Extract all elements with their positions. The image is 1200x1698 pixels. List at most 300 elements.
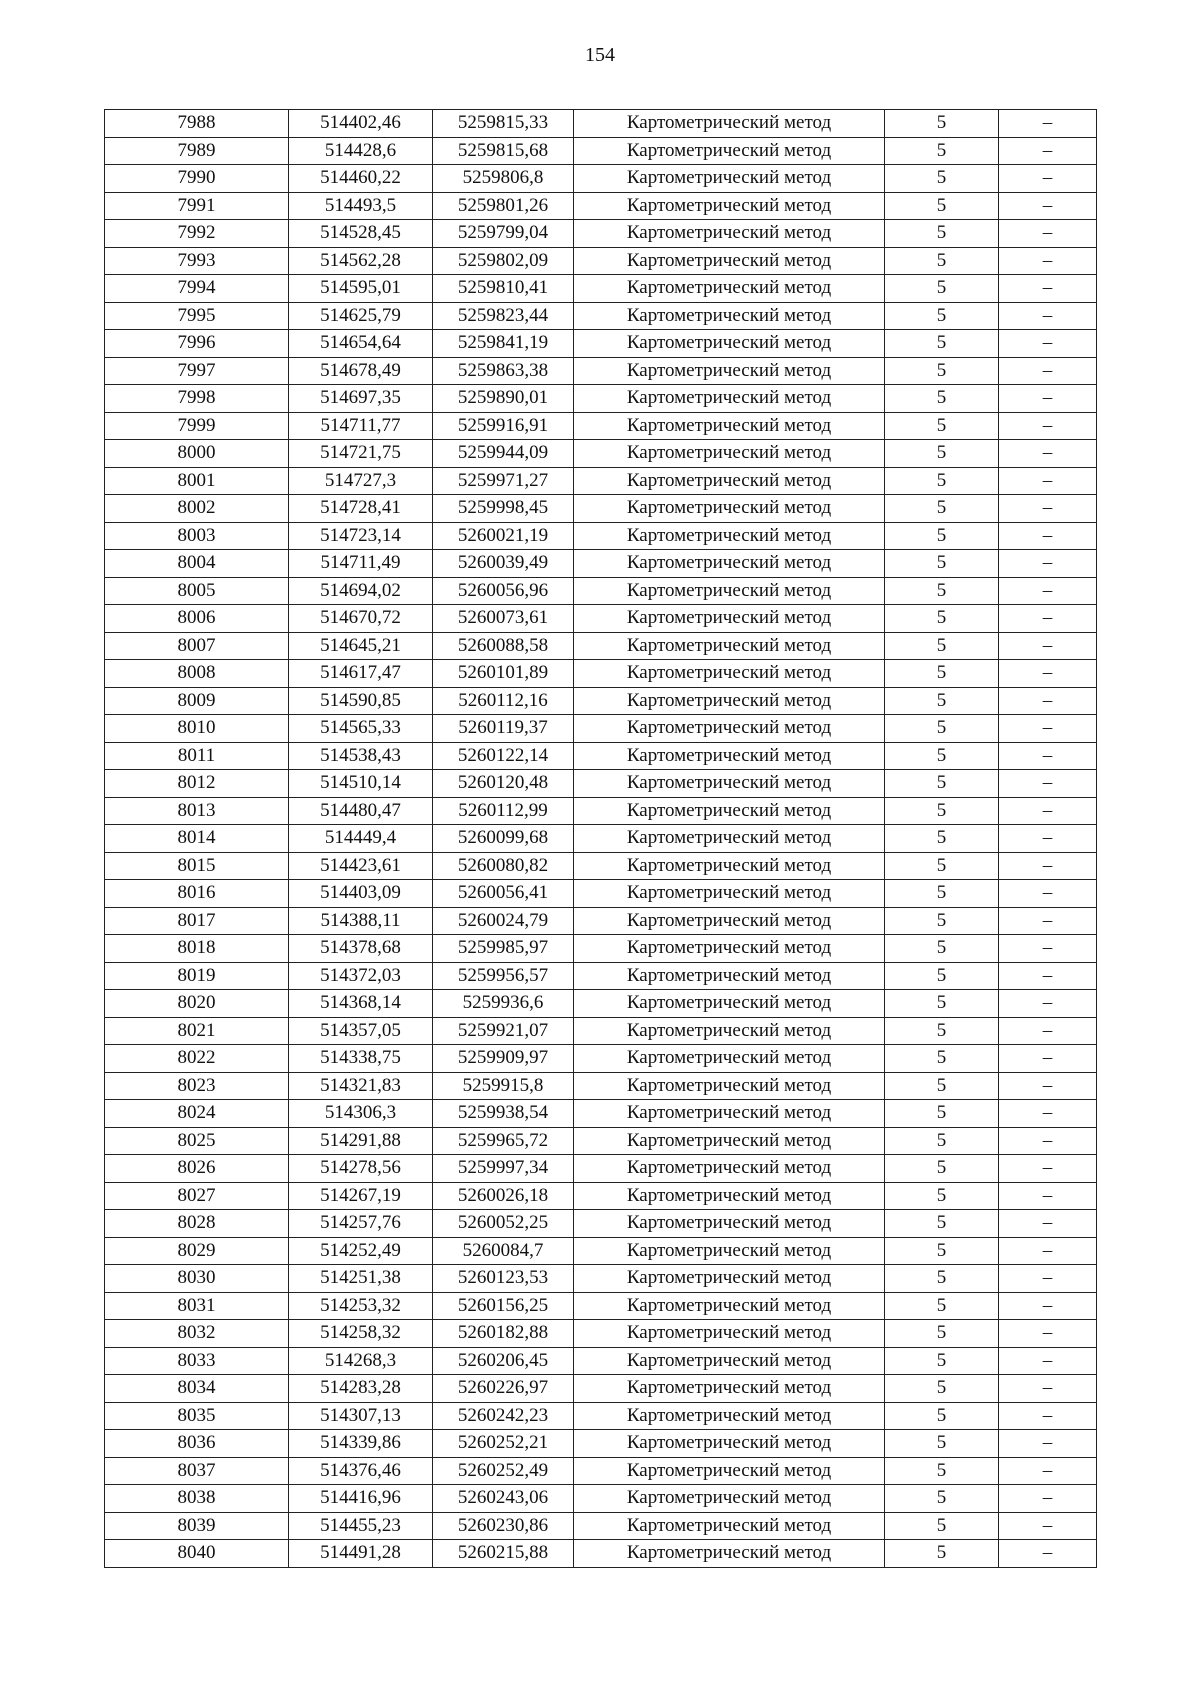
point-number-cell: 8009: [105, 687, 289, 715]
x-coordinate-cell: 514590,85: [289, 687, 433, 715]
point-number-cell: 8011: [105, 742, 289, 770]
accuracy-cell: 5: [885, 440, 999, 468]
accuracy-cell: 5: [885, 1237, 999, 1265]
x-coordinate-cell: 514654,64: [289, 330, 433, 358]
x-coordinate-cell: 514376,46: [289, 1457, 433, 1485]
table-row: [105, 715, 1097, 743]
x-coordinate-cell: 514625,79: [289, 302, 433, 330]
point-number-cell: 8010: [105, 715, 289, 743]
x-coordinate-cell: 514493,5: [289, 192, 433, 220]
table-row: [105, 110, 1097, 138]
point-number-cell: 7989: [105, 137, 289, 165]
y-coordinate-cell: 5260052,25: [433, 1210, 574, 1238]
method-cell: Картометрический метод: [574, 1457, 885, 1485]
method-cell: Картометрический метод: [574, 742, 885, 770]
y-coordinate-cell: 5260119,37: [433, 715, 574, 743]
y-coordinate-cell: 5259921,07: [433, 1017, 574, 1045]
point-number-cell: 8008: [105, 660, 289, 688]
point-number-cell: 8033: [105, 1347, 289, 1375]
note-cell: –: [999, 467, 1097, 495]
table-row: [105, 275, 1097, 303]
y-coordinate-cell: 5259802,09: [433, 247, 574, 275]
accuracy-cell: 5: [885, 852, 999, 880]
table-row: [105, 577, 1097, 605]
x-coordinate-cell: 514480,47: [289, 797, 433, 825]
x-coordinate-cell: 514455,23: [289, 1512, 433, 1540]
x-coordinate-cell: 514378,68: [289, 935, 433, 963]
table-row: [105, 412, 1097, 440]
y-coordinate-cell: 5259806,8: [433, 165, 574, 193]
note-cell: –: [999, 275, 1097, 303]
point-number-cell: 8039: [105, 1512, 289, 1540]
table-row: [105, 1100, 1097, 1128]
x-coordinate-cell: 514416,96: [289, 1485, 433, 1513]
y-coordinate-cell: 5259799,04: [433, 220, 574, 248]
point-number-cell: 8017: [105, 907, 289, 935]
y-coordinate-cell: 5260101,89: [433, 660, 574, 688]
note-cell: –: [999, 1072, 1097, 1100]
y-coordinate-cell: 5259915,8: [433, 1072, 574, 1100]
y-coordinate-cell: 5259938,54: [433, 1100, 574, 1128]
x-coordinate-cell: 514252,49: [289, 1237, 433, 1265]
y-coordinate-cell: 5259810,41: [433, 275, 574, 303]
method-cell: Картометрический метод: [574, 110, 885, 138]
note-cell: –: [999, 880, 1097, 908]
point-number-cell: 8012: [105, 770, 289, 798]
note-cell: –: [999, 1320, 1097, 1348]
accuracy-cell: 5: [885, 192, 999, 220]
accuracy-cell: 5: [885, 1127, 999, 1155]
method-cell: Картометрический метод: [574, 1017, 885, 1045]
accuracy-cell: 5: [885, 1485, 999, 1513]
accuracy-cell: 5: [885, 1155, 999, 1183]
table-row: [105, 1292, 1097, 1320]
x-coordinate-cell: 514372,03: [289, 962, 433, 990]
table-row: [105, 1540, 1097, 1568]
table-row: [105, 165, 1097, 193]
accuracy-cell: 5: [885, 1375, 999, 1403]
method-cell: Картометрический метод: [574, 1512, 885, 1540]
x-coordinate-cell: 514283,28: [289, 1375, 433, 1403]
y-coordinate-cell: 5260226,97: [433, 1375, 574, 1403]
accuracy-cell: 5: [885, 330, 999, 358]
y-coordinate-cell: 5260056,41: [433, 880, 574, 908]
note-cell: –: [999, 1430, 1097, 1458]
note-cell: –: [999, 1540, 1097, 1568]
table-row: [105, 220, 1097, 248]
method-cell: Картометрический метод: [574, 1375, 885, 1403]
x-coordinate-cell: 514617,47: [289, 660, 433, 688]
point-number-cell: 8015: [105, 852, 289, 880]
accuracy-cell: 5: [885, 385, 999, 413]
method-cell: Картометрический метод: [574, 1100, 885, 1128]
method-cell: Картометрический метод: [574, 412, 885, 440]
method-cell: Картометрический метод: [574, 660, 885, 688]
y-coordinate-cell: 5260252,21: [433, 1430, 574, 1458]
note-cell: –: [999, 770, 1097, 798]
x-coordinate-cell: 514258,32: [289, 1320, 433, 1348]
point-number-cell: 8013: [105, 797, 289, 825]
method-cell: Картометрический метод: [574, 770, 885, 798]
x-coordinate-cell: 514306,3: [289, 1100, 433, 1128]
x-coordinate-cell: 514307,13: [289, 1402, 433, 1430]
accuracy-cell: 5: [885, 962, 999, 990]
table-row: [105, 742, 1097, 770]
y-coordinate-cell: 5259997,34: [433, 1155, 574, 1183]
accuracy-cell: 5: [885, 1512, 999, 1540]
method-cell: Картометрический метод: [574, 495, 885, 523]
x-coordinate-cell: 514491,28: [289, 1540, 433, 1568]
method-cell: Картометрический метод: [574, 990, 885, 1018]
table-row: [105, 1375, 1097, 1403]
note-cell: –: [999, 632, 1097, 660]
x-coordinate-cell: 514291,88: [289, 1127, 433, 1155]
x-coordinate-cell: 514711,77: [289, 412, 433, 440]
method-cell: Картометрический метод: [574, 1292, 885, 1320]
method-cell: Картометрический метод: [574, 797, 885, 825]
table-row: [105, 825, 1097, 853]
note-cell: –: [999, 1182, 1097, 1210]
accuracy-cell: 5: [885, 412, 999, 440]
method-cell: Картометрический метод: [574, 550, 885, 578]
table-row: [105, 880, 1097, 908]
x-coordinate-cell: 514595,01: [289, 275, 433, 303]
accuracy-cell: 5: [885, 165, 999, 193]
table-row: [105, 990, 1097, 1018]
note-cell: –: [999, 1155, 1097, 1183]
accuracy-cell: 5: [885, 1265, 999, 1293]
method-cell: Картометрический метод: [574, 1430, 885, 1458]
point-number-cell: 7988: [105, 110, 289, 138]
accuracy-cell: 5: [885, 1210, 999, 1238]
accuracy-cell: 5: [885, 770, 999, 798]
note-cell: –: [999, 1237, 1097, 1265]
note-cell: –: [999, 330, 1097, 358]
accuracy-cell: 5: [885, 1402, 999, 1430]
note-cell: –: [999, 165, 1097, 193]
table-row: [105, 1072, 1097, 1100]
table-row: [105, 385, 1097, 413]
accuracy-cell: 5: [885, 660, 999, 688]
x-coordinate-cell: 514721,75: [289, 440, 433, 468]
y-coordinate-cell: 5259841,19: [433, 330, 574, 358]
table-row: [105, 907, 1097, 935]
table-row: [105, 962, 1097, 990]
table-row: [105, 1485, 1097, 1513]
point-number-cell: 8019: [105, 962, 289, 990]
table-row: [105, 1155, 1097, 1183]
table-row: [105, 660, 1097, 688]
table-row: [105, 605, 1097, 633]
accuracy-cell: 5: [885, 357, 999, 385]
table-row: [105, 1265, 1097, 1293]
table-row: [105, 1457, 1097, 1485]
note-cell: –: [999, 495, 1097, 523]
table-row: [105, 1347, 1097, 1375]
method-cell: Картометрический метод: [574, 275, 885, 303]
y-coordinate-cell: 5260206,45: [433, 1347, 574, 1375]
table-row: [105, 1210, 1097, 1238]
table-row: [105, 935, 1097, 963]
table-row: [105, 467, 1097, 495]
table-row: [105, 550, 1097, 578]
accuracy-cell: 5: [885, 247, 999, 275]
note-cell: –: [999, 522, 1097, 550]
x-coordinate-cell: 514251,38: [289, 1265, 433, 1293]
method-cell: Картометрический метод: [574, 1320, 885, 1348]
x-coordinate-cell: 514538,43: [289, 742, 433, 770]
method-cell: Картометрический метод: [574, 1540, 885, 1568]
note-cell: –: [999, 1045, 1097, 1073]
x-coordinate-cell: 514670,72: [289, 605, 433, 633]
accuracy-cell: 5: [885, 110, 999, 138]
method-cell: Картометрический метод: [574, 962, 885, 990]
x-coordinate-cell: 514528,45: [289, 220, 433, 248]
accuracy-cell: 5: [885, 220, 999, 248]
note-cell: –: [999, 660, 1097, 688]
accuracy-cell: 5: [885, 825, 999, 853]
point-number-cell: 8000: [105, 440, 289, 468]
point-number-cell: 7995: [105, 302, 289, 330]
note-cell: –: [999, 797, 1097, 825]
note-cell: –: [999, 687, 1097, 715]
method-cell: Картометрический метод: [574, 385, 885, 413]
point-number-cell: 8001: [105, 467, 289, 495]
point-number-cell: 8032: [105, 1320, 289, 1348]
coordinates-table: [104, 109, 1097, 1568]
note-cell: –: [999, 907, 1097, 935]
accuracy-cell: 5: [885, 137, 999, 165]
accuracy-cell: 5: [885, 1182, 999, 1210]
y-coordinate-cell: 5259965,72: [433, 1127, 574, 1155]
table-row: [105, 1017, 1097, 1045]
y-coordinate-cell: 5259916,91: [433, 412, 574, 440]
method-cell: Картометрический метод: [574, 165, 885, 193]
note-cell: –: [999, 1375, 1097, 1403]
method-cell: Картометрический метод: [574, 577, 885, 605]
y-coordinate-cell: 5260112,16: [433, 687, 574, 715]
method-cell: Картометрический метод: [574, 1072, 885, 1100]
accuracy-cell: 5: [885, 1292, 999, 1320]
method-cell: Картометрический метод: [574, 852, 885, 880]
table-row: [105, 1182, 1097, 1210]
table-row: [105, 522, 1097, 550]
y-coordinate-cell: 5260243,06: [433, 1485, 574, 1513]
point-number-cell: 8034: [105, 1375, 289, 1403]
accuracy-cell: 5: [885, 1072, 999, 1100]
table-row: [105, 632, 1097, 660]
accuracy-cell: 5: [885, 907, 999, 935]
x-coordinate-cell: 514402,46: [289, 110, 433, 138]
method-cell: Картометрический метод: [574, 1402, 885, 1430]
accuracy-cell: 5: [885, 577, 999, 605]
note-cell: –: [999, 385, 1097, 413]
method-cell: Картометрический метод: [574, 192, 885, 220]
note-cell: –: [999, 1292, 1097, 1320]
accuracy-cell: 5: [885, 550, 999, 578]
note-cell: –: [999, 1127, 1097, 1155]
point-number-cell: 8028: [105, 1210, 289, 1238]
table-row: [105, 440, 1097, 468]
table-row: [105, 357, 1097, 385]
method-cell: Картометрический метод: [574, 605, 885, 633]
x-coordinate-cell: 514428,6: [289, 137, 433, 165]
note-cell: –: [999, 550, 1097, 578]
method-cell: Картометрический метод: [574, 880, 885, 908]
table-row: [105, 797, 1097, 825]
y-coordinate-cell: 5260084,7: [433, 1237, 574, 1265]
note-cell: –: [999, 605, 1097, 633]
y-coordinate-cell: 5259936,6: [433, 990, 574, 1018]
page-number: 154: [585, 44, 615, 66]
method-cell: Картометрический метод: [574, 302, 885, 330]
y-coordinate-cell: 5260112,99: [433, 797, 574, 825]
note-cell: –: [999, 962, 1097, 990]
accuracy-cell: 5: [885, 1100, 999, 1128]
note-cell: –: [999, 1017, 1097, 1045]
y-coordinate-cell: 5260024,79: [433, 907, 574, 935]
point-number-cell: 7991: [105, 192, 289, 220]
y-coordinate-cell: 5259890,01: [433, 385, 574, 413]
x-coordinate-cell: 514423,61: [289, 852, 433, 880]
y-coordinate-cell: 5260242,23: [433, 1402, 574, 1430]
table-row: [105, 247, 1097, 275]
accuracy-cell: 5: [885, 687, 999, 715]
table-row: [105, 1237, 1097, 1265]
point-number-cell: 8036: [105, 1430, 289, 1458]
y-coordinate-cell: 5260120,48: [433, 770, 574, 798]
note-cell: –: [999, 1485, 1097, 1513]
table-row: [105, 192, 1097, 220]
method-cell: Картометрический метод: [574, 137, 885, 165]
y-coordinate-cell: 5259823,44: [433, 302, 574, 330]
table-row: [105, 1320, 1097, 1348]
x-coordinate-cell: 514253,32: [289, 1292, 433, 1320]
note-cell: –: [999, 1402, 1097, 1430]
y-coordinate-cell: 5260230,86: [433, 1512, 574, 1540]
point-number-cell: 7997: [105, 357, 289, 385]
table-row: [105, 330, 1097, 358]
point-number-cell: 7990: [105, 165, 289, 193]
y-coordinate-cell: 5260182,88: [433, 1320, 574, 1348]
method-cell: Картометрический метод: [574, 935, 885, 963]
y-coordinate-cell: 5259863,38: [433, 357, 574, 385]
point-number-cell: 7998: [105, 385, 289, 413]
accuracy-cell: 5: [885, 467, 999, 495]
x-coordinate-cell: 514338,75: [289, 1045, 433, 1073]
method-cell: Картометрический метод: [574, 330, 885, 358]
point-number-cell: 8007: [105, 632, 289, 660]
x-coordinate-cell: 514510,14: [289, 770, 433, 798]
point-number-cell: 7994: [105, 275, 289, 303]
point-number-cell: 8030: [105, 1265, 289, 1293]
table-row: [105, 1127, 1097, 1155]
accuracy-cell: 5: [885, 742, 999, 770]
x-coordinate-cell: 514727,3: [289, 467, 433, 495]
x-coordinate-cell: 514321,83: [289, 1072, 433, 1100]
table-row: [105, 687, 1097, 715]
method-cell: Картометрический метод: [574, 825, 885, 853]
table-row: [105, 1402, 1097, 1430]
x-coordinate-cell: 514388,11: [289, 907, 433, 935]
method-cell: Картометрический метод: [574, 1045, 885, 1073]
x-coordinate-cell: 514697,35: [289, 385, 433, 413]
x-coordinate-cell: 514645,21: [289, 632, 433, 660]
point-number-cell: 8025: [105, 1127, 289, 1155]
y-coordinate-cell: 5259815,68: [433, 137, 574, 165]
method-cell: Картометрический метод: [574, 522, 885, 550]
y-coordinate-cell: 5260026,18: [433, 1182, 574, 1210]
y-coordinate-cell: 5260039,49: [433, 550, 574, 578]
note-cell: –: [999, 742, 1097, 770]
y-coordinate-cell: 5260156,25: [433, 1292, 574, 1320]
x-coordinate-cell: 514278,56: [289, 1155, 433, 1183]
table-row: [105, 1045, 1097, 1073]
table-body: [105, 110, 1097, 1568]
y-coordinate-cell: 5259801,26: [433, 192, 574, 220]
note-cell: –: [999, 412, 1097, 440]
y-coordinate-cell: 5260122,14: [433, 742, 574, 770]
x-coordinate-cell: 514460,22: [289, 165, 433, 193]
note-cell: –: [999, 577, 1097, 605]
x-coordinate-cell: 514728,41: [289, 495, 433, 523]
method-cell: Картометрический метод: [574, 357, 885, 385]
note-cell: –: [999, 220, 1097, 248]
point-number-cell: 8004: [105, 550, 289, 578]
accuracy-cell: 5: [885, 1347, 999, 1375]
point-number-cell: 8002: [105, 495, 289, 523]
point-number-cell: 8014: [105, 825, 289, 853]
note-cell: –: [999, 715, 1097, 743]
method-cell: Картометрический метод: [574, 687, 885, 715]
point-number-cell: 8021: [105, 1017, 289, 1045]
accuracy-cell: 5: [885, 990, 999, 1018]
y-coordinate-cell: 5259956,57: [433, 962, 574, 990]
y-coordinate-cell: 5260252,49: [433, 1457, 574, 1485]
x-coordinate-cell: 514723,14: [289, 522, 433, 550]
accuracy-cell: 5: [885, 522, 999, 550]
point-number-cell: 8031: [105, 1292, 289, 1320]
method-cell: Картометрический метод: [574, 1237, 885, 1265]
point-number-cell: 7992: [105, 220, 289, 248]
note-cell: –: [999, 935, 1097, 963]
note-cell: –: [999, 440, 1097, 468]
note-cell: –: [999, 825, 1097, 853]
y-coordinate-cell: 5260123,53: [433, 1265, 574, 1293]
point-number-cell: 8027: [105, 1182, 289, 1210]
note-cell: –: [999, 357, 1097, 385]
accuracy-cell: 5: [885, 715, 999, 743]
y-coordinate-cell: 5260099,68: [433, 825, 574, 853]
note-cell: –: [999, 1457, 1097, 1485]
y-coordinate-cell: 5259944,09: [433, 440, 574, 468]
table-row: [105, 1512, 1097, 1540]
y-coordinate-cell: 5260080,82: [433, 852, 574, 880]
x-coordinate-cell: 514357,05: [289, 1017, 433, 1045]
x-coordinate-cell: 514449,4: [289, 825, 433, 853]
accuracy-cell: 5: [885, 302, 999, 330]
method-cell: Картометрический метод: [574, 907, 885, 935]
point-number-cell: 8006: [105, 605, 289, 633]
point-number-cell: 8005: [105, 577, 289, 605]
point-number-cell: 8020: [105, 990, 289, 1018]
x-coordinate-cell: 514403,09: [289, 880, 433, 908]
y-coordinate-cell: 5260056,96: [433, 577, 574, 605]
point-number-cell: 8035: [105, 1402, 289, 1430]
point-number-cell: 8026: [105, 1155, 289, 1183]
table-row: [105, 302, 1097, 330]
y-coordinate-cell: 5259971,27: [433, 467, 574, 495]
